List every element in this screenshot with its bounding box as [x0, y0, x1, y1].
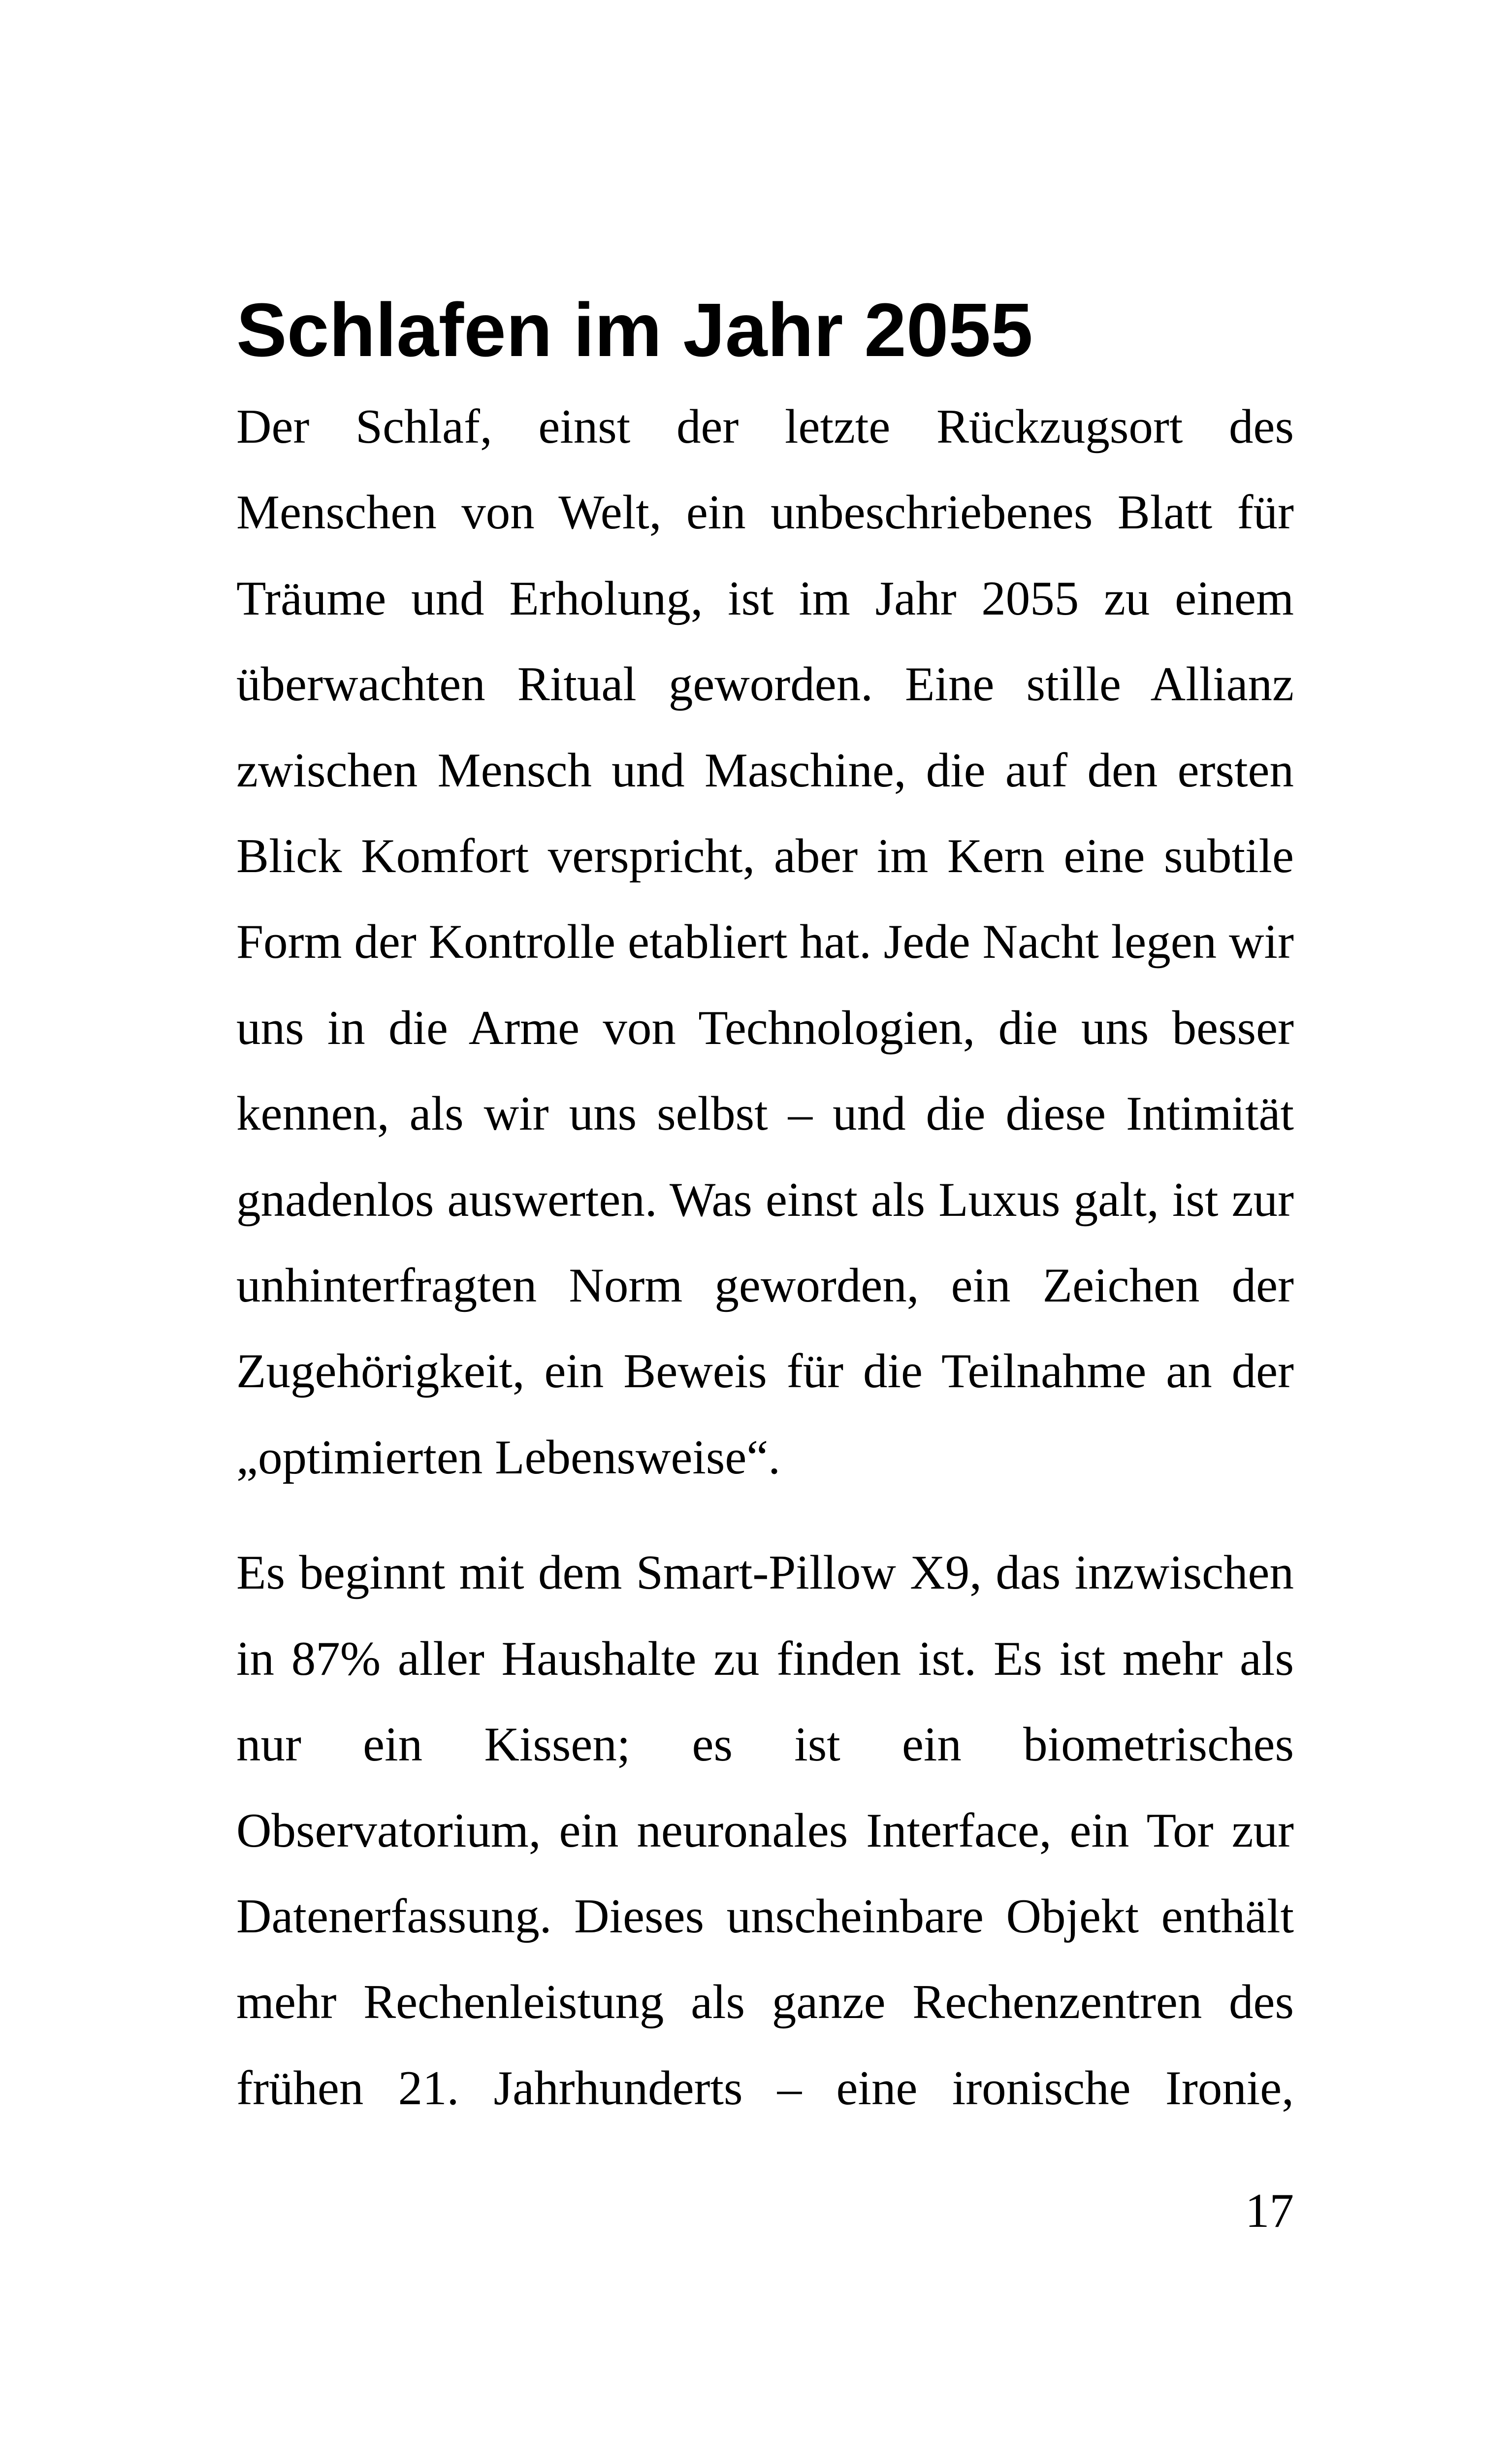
body-paragraph: Es beginnt mit dem Smart-Pillow X9, das inzwischen in 87% aller Haushalte zu finden ist. Es ist mehr als nur ein Kissen; es ist ein biometrisches Observatorium, ein neuronales Interface, ein Tor zur Datenerfassung. Dieses unscheinbare Objekt enthält mehr Rechenleistung als ganze Rechenzentren des frühen 21. Jahrhunderts – eine ironische Ironie, [236, 1546, 1294, 2115]
chapter-title: Schlafen im Jahr 2055 [236, 288, 1033, 372]
page-content [236, 276, 1294, 2131]
page-number: 17 [1245, 2184, 1294, 2238]
body-paragraph: Der Schlaf, einst der letzte Rückzugsort des Menschen von Welt, ein unbeschriebenes Blatt für Träume und Erholung, ist im Jahr 2055 zu einem überwachten Ritual geworden. Eine stille Allianz zwischen Mensch und Maschine, die auf den ersten Blick Komfort verspricht, aber im Kern eine subtile Form der Kontrolle etabliert hat. Jede Nacht legen wir uns in die Arme von Technologien, die uns besser kennen, als wir uns selbst – und die diese Intimität gnadenlos auswerten. Was einst als Luxus galt, ist zur unhinterfragten Norm geworden, ein Zeichen der Zugehörigkeit, ein Beweis für die Teilnahme an der „optimierten Lebensweise“. [236, 400, 1294, 1484]
